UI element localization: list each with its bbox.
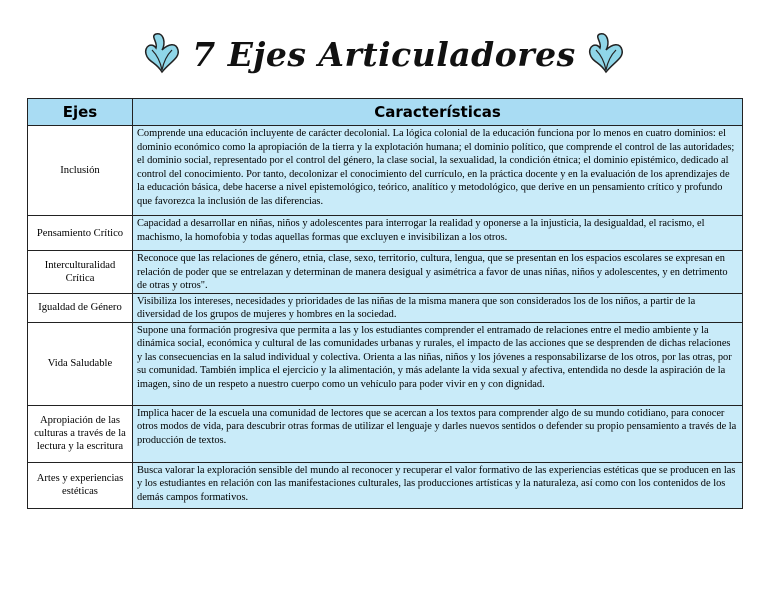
table-row [28,462,743,508]
eje-name: Pensamiento Crítico [28,216,133,251]
table-row [28,293,743,322]
header-ejes: Ejes [28,99,133,126]
eje-description: Implica hacer de la escuela una comunidad de lectores que se acercan a los textos para comprender algo de su mundo cotidiano, para conocer otros modos de vida, para descubrir otras formas de utilizar el lenguaje y darles nuevos sentidos o defender su propio pensamiento a través de la producción de textos. [133,405,743,462]
eje-description: Capacidad a desarrollar en niñas, niños y adolescentes para interrogar la realidad y oponerse a la injusticia, la desigualdad, el racismo, el machismo, la homofobia y todas aquellas formas que excluyen e invisibilizan a los otros. [133,216,743,251]
eje-description: Reconoce que las relaciones de género, etnia, clase, sexo, territorio, cultura, lengua, que se presentan en los espacios escolares se expresan en relación de poder que se entrelazan y determinan de manera desigual y asimétrica a favor de unas niñas, niños y adolescentes, y en detrimento de otras y otros". [133,251,743,294]
ejes-table [27,98,743,509]
table-header-row [28,99,743,126]
flourish-icon [586,32,626,76]
title-bar [0,28,768,80]
table-row [28,216,743,251]
table-row [28,405,743,462]
flourish-icon [142,32,182,76]
table-row [28,251,743,294]
eje-description: Busca valorar la exploración sensible del mundo al reconocer y recuperar el valor formativo de las experiencias estéticas que se producen en las y los estudiantes en relación con las manifestaciones culturales, las producciones artísticas y la naturaleza, así como con los contenidos de los demás campos formativos. [133,462,743,508]
eje-description: Comprende una educación incluyente de carácter decolonial. La lógica colonial de la educación funciona por lo menos en cuatro dominios: el dominio económico como la apropiación de la tierra y la explotación humana; el dominio político, que comprende el control de las autoridades; el dominio social, representado por el control del género, la clase social, la sexualidad, la condición étnica; el dominio epistémico, dedicado al control del conocimiento. Por tanto, decolonizar el conocimiento del currículo, en la práctica docente y en la evaluación de los aprendizajes de la educación básica, debe hacerse a nivel epistemológico, teórico, analítico y metodológico, que derive en un pensamiento crítico y profundo que favorezca la inclusión de las diferencias. [133,126,743,216]
table-row [28,126,743,216]
eje-name: Igualdad de Género [28,293,133,322]
eje-name: Vida Saludable [28,322,133,405]
eje-name: Artes y experiencias estéticas [28,462,133,508]
eje-description: Supone una formación progresiva que permita a las y los estudiantes comprender el entramado de relaciones entre el medio ambiente y la dinámica social, económica y cultural de las comunidades urbanas y rurales, el impacto de las acciones que se desprenden de dichas relaciones y las consecuencias en la salud individual y colectiva. Orienta a las niñas, niños y los jóvenes a responsabilizarse de los otros, por las otras, por su comunidad. También implica el ejercicio y la alimentación, y más adelante la vida sexual y afectiva, entendida no desde la aspiración de la imagen, sino de un respeto a nuestro cuerpo como un vehículo para poder vivir en y con dignidad. [133,322,743,405]
eje-name: Inclusión [28,126,133,216]
table-row [28,322,743,405]
eje-name: Interculturalidad Crítica [28,251,133,294]
eje-description: Visibiliza los intereses, necesidades y prioridades de las niñas de la misma manera que son considerados los de los niños, a partir de la diversidad de los grupos de mujeres y hombres en la sociedad. [133,293,743,322]
page-title: 7 Ejes Articuladores [192,34,576,74]
eje-name: Apropiación de las culturas a través de la lectura y la escritura [28,405,133,462]
header-caracteristicas: Características [133,99,743,126]
